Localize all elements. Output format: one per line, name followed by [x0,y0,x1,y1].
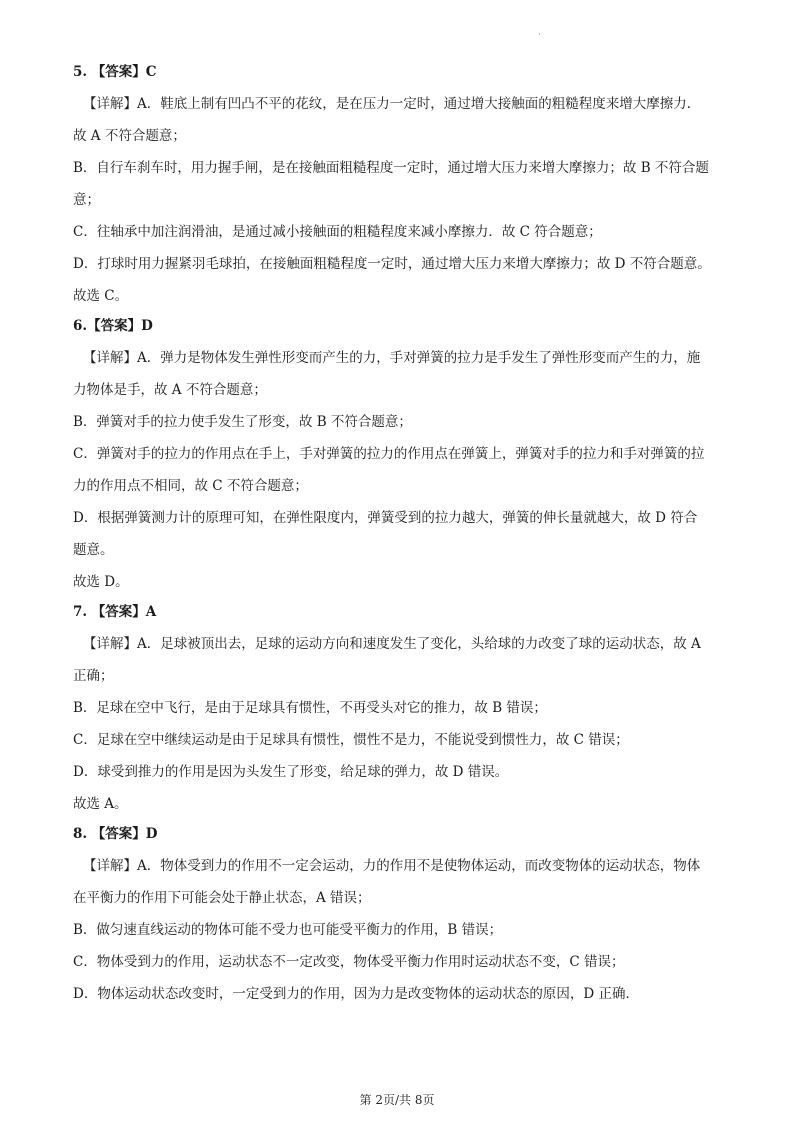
question-heading: 6.【答案】D [73,318,153,334]
question-heading: 7. 【答案】A [73,604,157,620]
question-7 [73,602,733,814]
explanation-line: 【详解】A．鞋底上制有凹凸不平的花纹，是在压力一定时，通过增大接触面的粗糙程度来增大摩擦力． [83,96,701,112]
explanation-line: D．球受到推力的作用是因为头发生了形变，给足球的弹力，故 D 错误。 [73,764,509,780]
explanation-line: B．弹簧对手的拉力使手发生了形变，故 B 不符合题意； [73,414,412,430]
question-6 [73,316,733,592]
explanation-line: 力物体是手，故 A 不符合题意； [73,382,267,398]
explanation-line: C．弹簧对手的拉力的作用点在手上，手对弹簧的拉力的作用点在弹簧上，弹簧对手的拉力和手对弹簧的拉 [73,446,705,462]
question-heading: 8. 【答案】D [73,826,158,842]
explanation-line: 力的作用点不相同，故 C 不符合题意； [73,478,308,494]
page-number: 第 2页/共 8页 [359,1093,435,1107]
explanation-line: D．根据弹簧测力计的原理可知，在弹性限度内，弹簧受到的拉力越大，弹簧的伸长量就越大，故 D 符合 [73,510,698,526]
explanation-line: 题意。 [73,542,114,558]
conclusion-line: 故选 C。 [73,288,129,304]
explanation-line: C．足球在空中继续运动是由于足球具有惯性，惯性不是力，不能说受到惯性力，故 C 错误； [73,732,629,748]
explanation-line: 意； [73,192,100,208]
explanation-line: B．自行车刹车时，用力握手闸，是在接触面粗糙程度一定时，通过增大压力来增大摩擦力；故 B 不符合题 [73,160,709,176]
top-mark: · [538,30,541,40]
explanation-line: B．做匀速直线运动的物体可能不受力也可能受平衡力的作用，B 错误； [73,922,503,938]
question-heading: 5. 【答案】C [73,64,157,80]
explanation-line: D．打球时用力握紧羽毛球拍，在接触面粗糙程度一定时，通过增大压力来增大摩擦力；故 D 不符合题意。 [73,256,711,272]
explanation-line: 【详解】A．足球被顶出去，足球的运动方向和速度发生了变化，头给球的力改变了球的运动状态，故 A [83,636,701,652]
explanation-line: 【详解】A．物体受到力的作用不一定会运动，力的作用不是使物体运动，而改变物体的运动状态，物体 [83,858,701,874]
explanation-line: 在平衡力的作用下可能会处于静止状态，A 错误； [73,890,371,906]
explanation-line: 【详解】A．弹力是物体发生弹性形变而产生的力，手对弹簧的拉力是手发生了弹性形变而产生的力，施 [83,350,701,366]
explanation-line: C．物体受到力的作用，运动状态不一定改变，物体受平衡力作用时运动状态不变，C 错误； [73,954,625,970]
question-5 [73,62,733,306]
question-8 [73,824,733,1004]
explanation-line: 正确； [73,668,114,684]
conclusion-line: 故选 A。 [73,796,128,812]
explanation-line: D．物体运动状态改变时，一定受到力的作用，因为力是改变物体的运动状态的原因，D 正确． [73,986,639,1002]
answer-document [73,62,733,1014]
explanation-line: C．往轴承中加注润滑油，是通过减小接触面的粗糙程度来减小摩擦力．故 C 符合题意； [73,224,602,240]
explanation-line: 故 A 不符合题意； [73,128,186,144]
conclusion-line: 故选 D。 [73,574,129,590]
explanation-line: B．足球在空中飞行，是由于足球具有惯性，不再受头对它的推力，故 B 错误； [73,700,547,716]
